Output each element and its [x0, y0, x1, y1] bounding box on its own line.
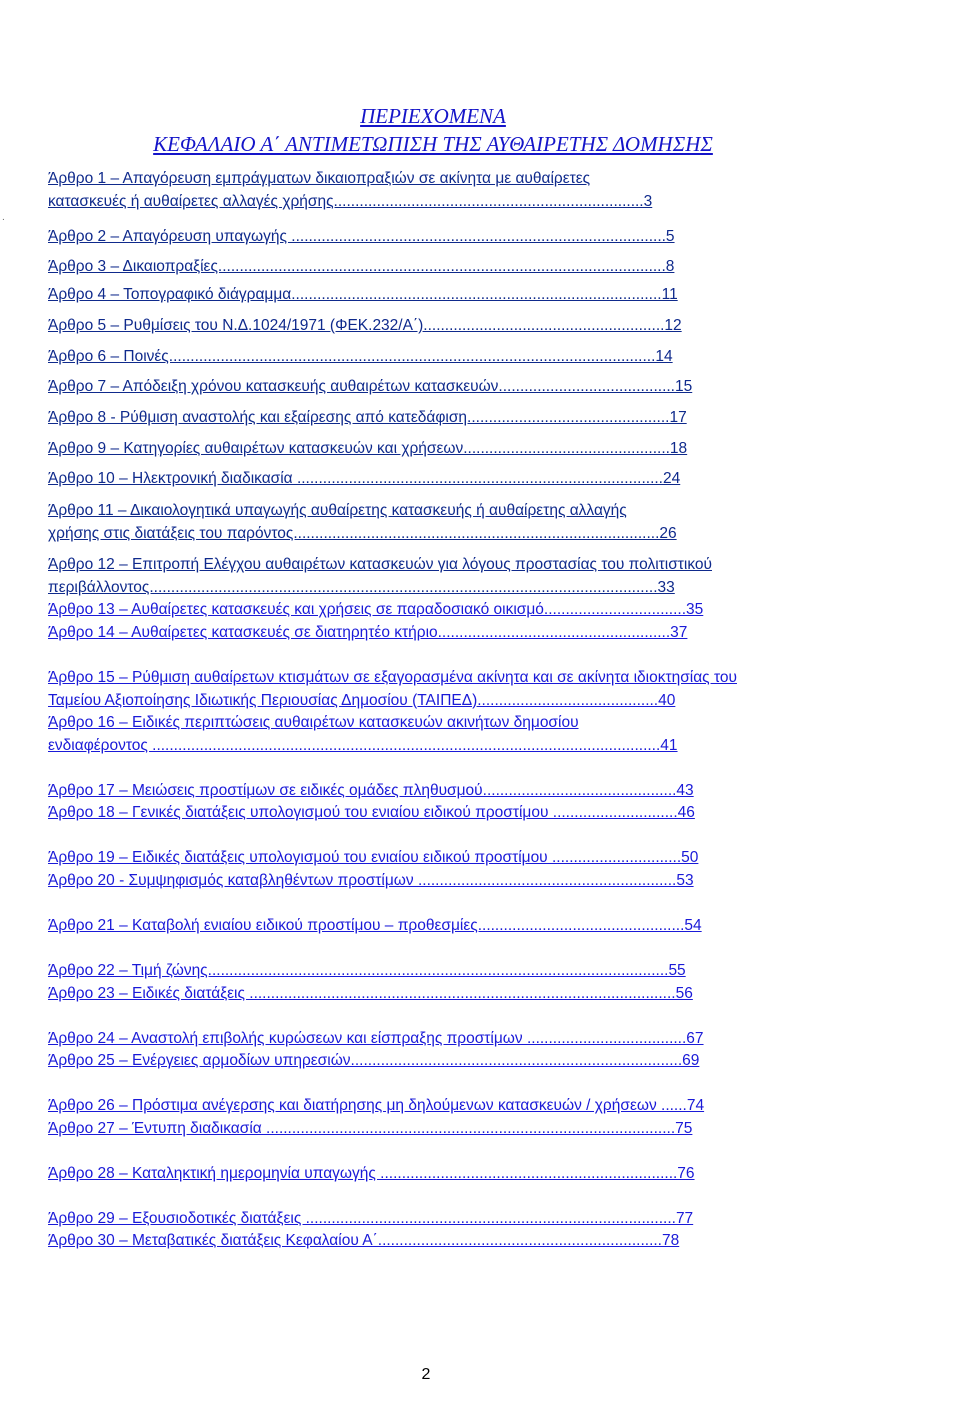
toc-entry-line[interactable]: ενδιαφέροντος ......................................................................................................................41 [48, 736, 678, 754]
toc-entry[interactable] [48, 667, 737, 712]
toc-entry[interactable] [48, 599, 703, 622]
toc-entry[interactable] [48, 622, 687, 645]
toc-entry-line[interactable]: Άρθρο 22 – Τιμή ζώνης...........................................................................................................55 [48, 962, 686, 979]
toc-entry-line[interactable]: Άρθρο 12 – Επιτροπή Ελέγχου αυθαιρέτων κατασκευών για λόγους προστασίας του πολιτιστικού [48, 556, 712, 573]
toc-entry[interactable] [48, 1028, 704, 1051]
toc-entry-line[interactable]: Άρθρο 27 – Έντυπη διαδικασία ...............................................................................................75 [48, 1120, 693, 1137]
toc-entry[interactable] [48, 847, 698, 870]
toc-entry[interactable] [48, 802, 695, 825]
toc-title[interactable]: ΠΕΡΙΕΧΟΜΕΝΑ [360, 104, 506, 128]
toc-entry[interactable] [48, 407, 687, 430]
toc-entry-line[interactable]: Άρθρο 24 – Αναστολή επιβολής κυρώσεων και είσπραξης προστίμων .....................................67 [48, 1030, 704, 1047]
toc-entry-line[interactable]: Άρθρο 17 – Μειώσεις προστίμων σε ειδικές ομάδες πληθυσμού.............................................43 [48, 782, 694, 799]
toc-entry-line[interactable]: Άρθρο 18 – Γενικές διατάξεις υπολογισμού του ενιαίου ειδικού προστίμου .............................46 [48, 804, 695, 821]
toc-entry[interactable] [48, 438, 687, 461]
toc-entry-line[interactable]: Άρθρο 19 – Ειδικές διατάξεις υπολογισμού του ενιαίου ειδικού προστίμου ..............................50 [48, 849, 699, 866]
toc-entry[interactable] [48, 376, 692, 399]
toc-entry-line[interactable]: Άρθρο 9 – Κατηγορίες αυθαιρέτων κατασκευών και χρήσεων................................................18 [48, 440, 688, 457]
toc-entry-line[interactable]: Άρθρο 25 – Ενέργειες αρμοδίων υπηρεσιών.............................................................................69 [48, 1052, 700, 1069]
toc-entry[interactable] [48, 870, 694, 893]
toc-entry[interactable] [48, 554, 712, 599]
toc-entry-line[interactable]: Άρθρο 30 – Μεταβατικές διατάξεις Κεφαλαίου Α΄..................................................................78 [48, 1232, 680, 1249]
toc-entry[interactable] [48, 1095, 704, 1118]
toc-entry[interactable] [48, 168, 652, 213]
toc-entry[interactable] [48, 256, 674, 279]
toc-entry[interactable] [48, 226, 675, 249]
toc-entry[interactable] [48, 712, 678, 757]
toc-entry-line[interactable]: Άρθρο 26 – Πρόστιμα ανέγερσης και διατήρησης μη δηλούμενων κατασκευών / χρήσεων ......74 [48, 1097, 705, 1114]
toc-entry-line[interactable]: Άρθρο 10 – Ηλεκτρονική διαδικασία .....................................................................................24 [48, 470, 681, 487]
toc-entry-line[interactable]: Άρθρο 16 – Ειδικές περιπτώσεις αυθαιρέτων κατασκευών ακινήτων δημοσίου [48, 714, 579, 731]
toc-entry-line[interactable]: Άρθρο 5 – Ρυθμίσεις του Ν.Δ.1024/1971 (ΦΕΚ.232/Α΄)........................................................12 [48, 317, 682, 334]
toc-entry[interactable] [48, 915, 702, 938]
page-number: 2 [421, 1366, 431, 1383]
toc-entry-line[interactable]: Άρθρο 15 – Ρύθμιση αυθαίρετων κτισμάτων σε εξαγορασμένα ακίνητα και σε ακίνητα ιδιοκτησίας του [48, 669, 737, 686]
toc-entry[interactable] [48, 1230, 679, 1253]
toc-entry-line[interactable]: Ταμείου Αξιοποίησης Ιδιωτικής Περιουσίας Δημοσίου (ΤΑΙΠΕΔ)..........................................40 [48, 691, 676, 709]
toc-entry-line[interactable]: Άρθρο 2 – Απαγόρευση υπαγωγής .......................................................................................5 [48, 228, 675, 245]
toc-entry-line[interactable]: Άρθρο 8 - Ρύθμιση αναστολής και εξαίρεσης από κατεδάφιση...............................................17 [48, 409, 687, 426]
toc-entry-line[interactable]: χρήσης στις διατάξεις του παρόντος.....................................................................................26 [48, 524, 677, 542]
toc-entry[interactable] [48, 500, 677, 545]
stray-mark: . [2, 212, 5, 223]
chapter-heading[interactable]: ΚΕΦΑΛΑΙΟ Α΄ ΑΝΤΙΜΕΤΩΠΙΣΗ ΤΗΣ ΑΥΘΑΙΡΕΤΗΣ ΔΟΜΗΣΗΣ [153, 132, 713, 156]
toc-entry[interactable] [48, 284, 678, 307]
toc-entry[interactable] [48, 468, 680, 491]
toc-entry[interactable] [48, 1208, 693, 1231]
toc-entry[interactable] [48, 1163, 695, 1186]
toc-entry-line[interactable]: Άρθρο 11 – Δικαιολογητικά υπαγωγής αυθαίρετης κατασκευής ή αυθαίρετης αλλαγής [48, 502, 627, 519]
toc-entry-line[interactable]: Άρθρο 6 – Ποινές.................................................................................................................14 [48, 348, 673, 365]
toc-entry-line[interactable]: Άρθρο 3 – Δικαιοπραξίες........................................................................................................8 [48, 258, 675, 275]
toc-entry-line[interactable]: Άρθρο 13 – Αυθαίρετες κατασκευές και χρήσεις σε παραδοσιακό οικισμό.................................35 [48, 601, 704, 618]
toc-entry-line[interactable]: Άρθρο 7 – Απόδειξη χρόνου κατασκευής αυθαιρέτων κατασκευών.........................................15 [48, 378, 693, 395]
toc-entry-line[interactable]: Άρθρο 4 – Τοπογραφικό διάγραμμα......................................................................................11 [48, 286, 678, 303]
toc-entry-line[interactable]: περιβάλλοντος......................................................................................................................33 [48, 578, 675, 596]
toc-entry-line[interactable]: Άρθρο 1 – Απαγόρευση εμπράγματων δικαιοπραξιών σε ακίνητα με αυθαίρετες [48, 170, 591, 187]
toc-entry-line[interactable]: Άρθρο 23 – Ειδικές διατάξεις ...................................................................................................56 [48, 985, 693, 1002]
toc-entry-line[interactable]: Άρθρο 14 – Αυθαίρετες κατασκευές σε διατηρητέο κτήριο......................................................37 [48, 624, 688, 641]
toc-entry[interactable] [48, 315, 682, 338]
toc-entry[interactable] [48, 1050, 699, 1073]
toc-entry-line[interactable]: κατασκευές ή αυθαίρετες αλλαγές χρήσης........................................................................3 [48, 192, 653, 210]
toc-entry-line[interactable]: Άρθρο 21 – Καταβολή ενιαίου ειδικού προστίμου – προθεσμίες................................................54 [48, 917, 702, 934]
toc-entry[interactable] [48, 960, 686, 983]
toc-entry-line[interactable]: Άρθρο 29 – Εξουσιοδοτικές διατάξεις ......................................................................................77 [48, 1210, 694, 1227]
toc-entry[interactable] [48, 780, 694, 803]
toc-entry[interactable] [48, 346, 673, 369]
toc-entry-line[interactable]: Άρθρο 20 - Συμψηφισμός καταβληθέντων προστίμων ............................................................53 [48, 872, 694, 889]
toc-entry[interactable] [48, 1118, 692, 1141]
toc-entry[interactable] [48, 983, 693, 1006]
toc-entry-line[interactable]: Άρθρο 28 – Καταληκτική ημερομηνία υπαγωγής .....................................................................76 [48, 1165, 695, 1182]
